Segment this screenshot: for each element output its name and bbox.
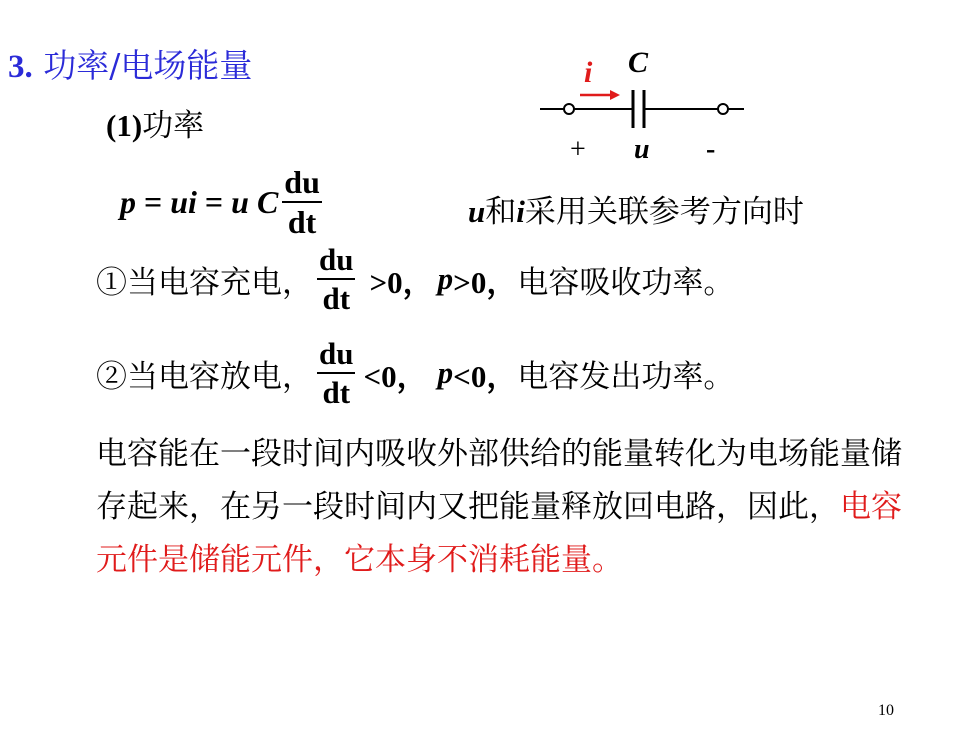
terminal-left — [564, 104, 574, 114]
formula-u: u — [231, 183, 249, 220]
subtitle — [106, 100, 204, 145]
fraction-numerator: du — [282, 166, 322, 203]
discharging-denominator: dt — [322, 375, 351, 410]
note-text: 采用关联参考方向时 — [524, 194, 804, 230]
charging-p: p — [437, 261, 454, 296]
paragraph-text: 电容能在一段时间内吸收外部供给的能量转化为电场能量储存起来，在另一段时间内又把能量释放回电路，因此， — [96, 436, 902, 525]
discharging-lead: ②当电容放电， — [96, 358, 313, 395]
energy-storage-paragraph — [96, 428, 916, 587]
minus-sign: - — [706, 134, 716, 165]
voltage-label: u — [634, 134, 650, 165]
charging-lead: ①当电容充电， — [96, 264, 313, 301]
capacitor-label: C — [628, 46, 649, 79]
current-arrowhead-icon — [610, 90, 620, 100]
fraction-denominator: dt — [287, 204, 317, 240]
discharging-numerator: du — [317, 338, 355, 374]
discharging-p: p — [437, 355, 454, 390]
paragraph-emphasis: 电容元件是储能元件，它本身不消耗能量。 — [96, 489, 902, 578]
subtitle-marker: (1) — [106, 108, 143, 143]
subtitle-text: 功率 — [142, 108, 205, 144]
charging-case — [96, 244, 734, 314]
formula-c: C — [256, 183, 279, 220]
discharging-case — [96, 338, 734, 408]
power-formula — [120, 166, 326, 238]
formula-ui: ui — [170, 183, 197, 220]
discharging-condition: <0， — [363, 358, 428, 394]
discharging-condition-2: <0， — [453, 358, 518, 394]
formula-equals-2: = — [204, 183, 224, 220]
plus-sign: + — [570, 134, 586, 165]
charging-tail: 电容吸收功率。 — [517, 264, 735, 301]
discharging-tail: 电容发出功率。 — [517, 358, 735, 395]
note-i: i — [516, 194, 525, 229]
note-u: u — [468, 194, 486, 229]
capacitor-circuit-diagram — [530, 40, 770, 170]
page-number: 10 — [878, 702, 894, 719]
formula-p: p — [120, 183, 136, 220]
charging-denominator: dt — [322, 281, 351, 316]
title-text: 功率/电场能量 — [43, 46, 253, 85]
terminal-right — [718, 104, 728, 114]
slide-title — [8, 40, 252, 87]
reference-direction-note — [468, 186, 804, 231]
current-label: i — [584, 56, 593, 89]
formula-fraction — [282, 166, 322, 238]
formula-equals-1: = — [144, 183, 163, 220]
title-number: 3. — [8, 49, 33, 85]
charging-condition: >0， — [369, 264, 434, 300]
charging-condition-2: >0， — [453, 264, 518, 300]
charging-fraction — [317, 244, 355, 314]
discharging-fraction — [317, 338, 355, 408]
charging-numerator: du — [317, 244, 355, 280]
note-and: 和 — [485, 194, 517, 230]
